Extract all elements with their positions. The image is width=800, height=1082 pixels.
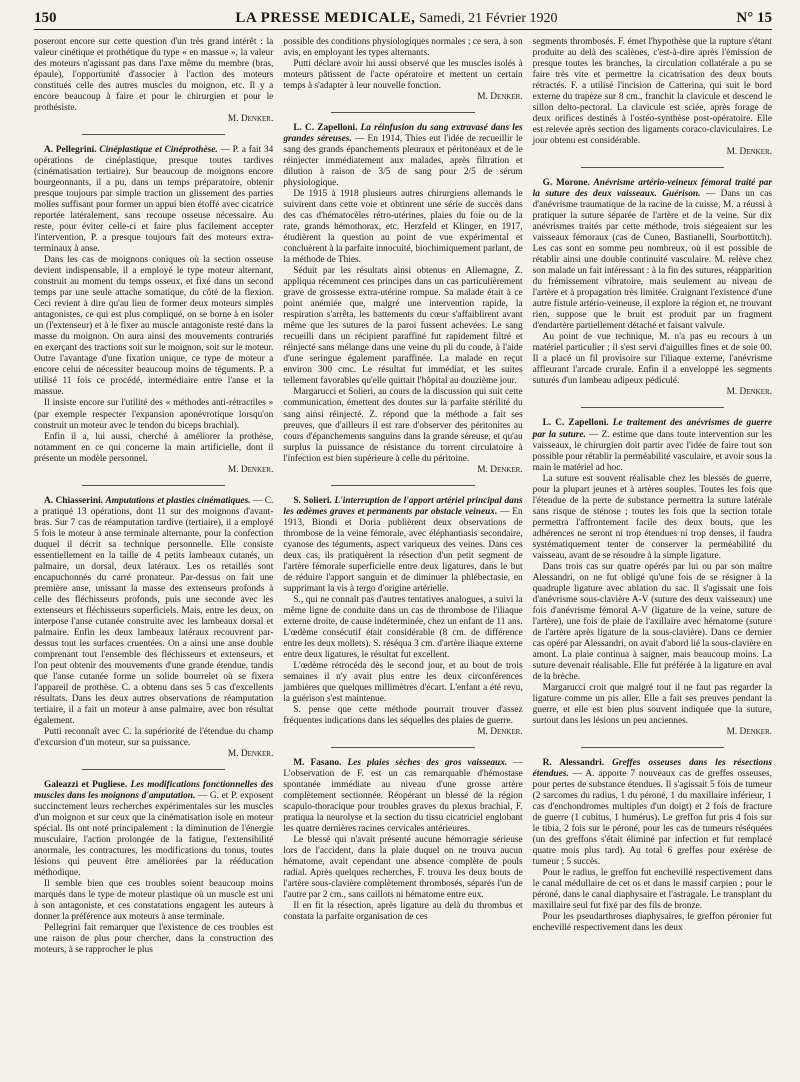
article-signature: M. Denker.: [477, 726, 523, 737]
article-divider: [581, 167, 725, 168]
article-lead: [283, 758, 522, 835]
article-paragraph: Il en fit la résection, après ligature au delà du thrombus et constata la parfaite organisation de ces: [283, 901, 523, 923]
article-paragraph: Il semble bien que ces troubles soient beaucoup moins marqués dans le type de moteur plastique où un muscle est uni à son antagoniste, et ces constatations engagent les auteurs à donner la préférence aux moteurs à anse terminale.: [34, 879, 274, 923]
article-lead: [34, 496, 273, 727]
column-1: [34, 37, 273, 1077]
article-divider: [82, 769, 226, 770]
article-paragraph: Margarucci croit que malgré tout il ne faut pas regarder la ligature comme un pis aller. Elle a fait ses preuves pendant la guerre, et elle est bien plus souvent indiquée que la suture, surtout dans les lésions un peu anciennes.: [532, 682, 772, 726]
article-paragraph: Margarucci et Solieri, au cours de la discussion qui suit cette communication, émettent des doutes sur la parfaite stérilité du sang ainsi réinjecté. Z. répond que la méthode a fait ses preuves, que d'ailleurs il est rare d'observer des péritonites au cours d'épanchements sanguins dans la grande séreuse, et qu'au surplus la puissance de résistance du torrent circulatoire à l'infection est bien supérieure à celle du péritoine.: [283, 387, 523, 464]
journal-title: LA PRESSE MEDICALE,: [235, 10, 416, 26]
article: [533, 758, 772, 934]
article-signature: M. Denker.: [726, 387, 772, 398]
article-paragraph: Pellegrini fait remarquer que l'existence de ces troubles est une raison de plus pour chercher, dans la construction des moteurs, à se rapprocher le plus: [34, 923, 274, 956]
article-divider: [331, 112, 475, 113]
article-paragraph: S. pense que cette méthode pourrait trouver d'assez fréquentes indications dans les séquelles des plaies de guerre.: [283, 704, 523, 726]
article-paragraph: possible des conditions physiologiques normales ; ce sera, à son avis, en employant les types alternants.: [283, 37, 523, 59]
article-lead-text: — P. a fait 34 opérations de cinéplastique, presque toutes tardives (cinématisation tertiaire). Sur beaucoup de moignons encore bourgeonnants, il a pu, dans un temps préparatoire, obtenir presque toujours par simple traction un glissement des parties molles suffisant pour former un appui bien étoffé avec cicatrice reportée latéralement, sans recoupe osseuse nécessaire. Au reste, pour éviter celle-ci et faire plus facilement accepter l'intervention, P. a presque toujours fait des moteurs extra-terminaux à anse.: [34, 145, 274, 255]
article-divider: [581, 747, 725, 748]
article-title: Cinéplastique et Cinéprothèse.: [99, 145, 218, 156]
article: [283, 37, 522, 103]
article-title: Anévrisme artério-veineux fémoral traité par la suture des deux vaisseaux. Guérison.: [532, 178, 772, 200]
article-signature: M. Denker.: [227, 464, 274, 475]
article-author: S. Solieri.: [293, 495, 332, 506]
article-paragraph: La suture est souvent réalisable chez les blessés de guerre, pour la plupart jeunes et à artères souples. Toutes les fois que l'étendue de la perte de substance permettra la suture latérale sans risque de sténose ; toutes les fois que la section totale permettra l'affrontement facile des deux bouts, que les adhérences ne seront ni trop étendues ni trop denses, il faudra systématiquement tenter de conserver la perméabilité du vaisseau, avant de se résoudre à la simple ligature.: [532, 473, 772, 561]
article-divider: [331, 485, 475, 486]
article-signature: M. Denker.: [227, 114, 274, 125]
article-paragraph: Pour les pseudarthroses diaphysaires, le greffon péronier fut enchevillé respectivement dans les deux: [532, 912, 772, 934]
article-author: A. Chiasserini.: [44, 495, 104, 506]
journal-heading: [235, 10, 557, 27]
article-paragraph: segments thrombosés. F. émet l'hypothèse que la rupture s'étant produite au delà des scalènes, c'est-à-dire après l'émission de presque toutes les branches, la circulation collatérale a pu se faire très vite et permettre la cicatrisation des deux bouts rétractés. F. a utilisé l'incision de Catterina, qui suit le bord externe du trapèze sur 8 cm., franchit la clavicule et descend le sillon delto-pectoral. La clavicule est sciée, après forage de deux orifices destinés à l'ostéo-synthèse post-opératoire. Elle est relevée après section des ligaments coraco-claviculaires. Le jour obtenu est considérable.: [532, 37, 772, 147]
article-lead-text: — En 1913, Biondi et Doria publièrent deux observations de thrombose de la veine fémorale, avec éléphantiasis secondaire, cyanose des téguments, aspect variqueux des veines. Dans ces deux cas, ils pratiquèrent la résection d'un petit segment de l'artère fémorale superficielle entre deux ligatures, dans le but de réduire l'apport sanguin et de diminuer la phlébectasie, en supprimant la vis à tergo d'origine artérielle.: [283, 506, 523, 594]
article-divider: [82, 485, 226, 486]
article-lead-text: — C. a pratiqué 13 opérations, dont 11 sur des moignons d'avant-bras. Sur 7 cas de réamputation tardive (tertiaire), il a employé 5 fois le moteur à anse terminale alternante, pour la confection duquel il décrit sa technique personnelle. Elle consiste essentiellement en la taille de 4 petits lambeaux cutanés, un palmaire, un dorsal, deux latéraux. Les os retaillés sont encapuchonnés du carré pronateur. Par-dessus on fait une première anse, unissant la masse des extenseurs profonds à celle des fléchisseurs profonds, puis une seconde avec les extenseurs et fléchisseurs superficiels. Mais, entre les deux, on interpose l'anse cutanée construite avec les lambeaux dorsal et palmaire. Enfin les deux lambeaux latéraux recouvrent par-dessus tout les surfaces cruentées. On a ainsi une anse double comprenant tout l'ensemble des fléchisseurs et extenseurs, et l'on peut obtenir des mouvements d'une grande étendue, tandis que l'anse cutanée forme un solide bourrelet où se fixera l'appareil de prothèse. C. a obtenu dans ses 5 cas d'excellents résultats. Dans les deux autres observations de réamputation tertiaire, il a fait un moteur à anse palmaire, avec bon résultat également.: [34, 495, 274, 726]
column-2: [283, 37, 522, 1077]
article-lead: [533, 418, 772, 473]
article-paragraph: poseront encore sur cette question d'un très grand intérêt : la valeur cinétique et prothétique du type « en massue », la valeur des moteurs n'agissant pas dans l'axe même du membre (bras, épaule), l'opportunité d'associer à l'action des moteurs constitués celle des autres muscles du moignon, etc. Il y a encore beaucoup à faire et pour le chirurgien et pour le prothésiste.: [34, 37, 274, 114]
article-divider: [581, 407, 725, 408]
article: [283, 496, 522, 738]
article: [283, 123, 522, 476]
article-lead-text: — En 1914, Thies eut l'idée de recueillir le sang des grands épanchements pleuraux et péritonéaux et de le réinjecter immédiatement aux malades, après filtration et dilution à raison de 3/5 de sang pour 2/5 de sérum physiologique.: [283, 134, 523, 189]
article-lead-text: — G. et P. exposent succinctement leurs recherches expérimentales sur les muscles d'un moignon et sur ceux que la cinématisation isole en moteur spécial. Ils ont noté principalement : la diminution de l'énergie musculaire, l'action prolongée de la fatigue, l'extensibilité anormale, les contractures, les modifications du tonus, toutes lésions qui peuvent être améliorées par la rééducation méthodique.: [34, 790, 274, 879]
article-author: A. Pellegrini.: [44, 145, 97, 156]
article-paragraph: S., qui ne connaît pas d'autres tentatives analogues, a suivi la même ligne de conduite dans un cas de thrombose de l'iliaque externe droite, de cause indéterminée, chez un enfant de 11 ans. L'œdème consécutif était considérable (8 cm. de différence entre les deux mollets). S. réséqua 3 cm. d'artère iliaque externe entre deux ligatures, le résultat fut excellent.: [283, 594, 523, 660]
article-lead: [283, 123, 522, 189]
article: [533, 178, 772, 398]
article-paragraph: Putti déclare avoir lui aussi observé que les muscles isolés à moteurs pâtissent de l'acte opératoire et mettent un certain temps à s'adapter à leur nouvelle fonction.: [283, 59, 523, 92]
article: [533, 418, 772, 737]
page-header: [34, 0, 772, 30]
article-title: Le traitement des anévrismes de guerre par la suture.: [532, 418, 772, 440]
article: [34, 145, 273, 475]
issue-date: Samedi, 21 Février 1920: [419, 11, 558, 26]
article-author: L. C. Zapelloni.: [542, 418, 609, 429]
article-author: Galeazzi et Pugliese.: [44, 779, 128, 790]
article-signature: M. Denker.: [227, 748, 274, 759]
column-3: [533, 37, 772, 1077]
article: [34, 37, 273, 125]
article-lead-text: — A. apporte 7 nouveaux cas de greffes osseuses, pour pertes de substance étendues. Il s'agissait 5 fois de tumeur (2 sarcomes du radius, 1 du péroné, 1 du maxillaire inférieur, 1 cas d'enchondromes multiples d'un doigt) et 2 fois de fracture de guerre (1 cubitus, 1 humérus). Le greffon fut pris 4 fois sur le tibia, 2 fois sur le péroné, pour les cas de tumeurs réséquées (un des greffons s'était éliminé par infection et fut remplacé quatre mois plus tard). Au total 6 greffes pour exérèse de tumeur ; 5 succès.: [532, 768, 772, 868]
article-lead: [34, 780, 273, 879]
article: [283, 758, 522, 923]
article-paragraph: L'œdème rétrocéda dès le second jour, et au bout de trois semaines il n'y avait plus entre les deux circonférences jambières que quelques millimètres d'écart. L'enfant a été revu, la guérison s'est maintenue.: [283, 660, 523, 704]
article-author: L. C. Zapelloni.: [293, 123, 358, 134]
article-title: Les plaies sèches des gros vaisseaux.: [347, 757, 508, 768]
article-title: Les modifications fonctionnelles des muscles dans les moignons d'amputation.: [34, 779, 274, 801]
article-divider: [331, 747, 475, 748]
article-lead: [533, 178, 772, 332]
article-lead: [533, 758, 772, 868]
article-author: M. Fasano.: [293, 757, 342, 768]
article: [34, 496, 273, 760]
article-lead: [283, 496, 522, 595]
article-lead-text: — Dans un cas d'anévrisme traumatique de la racine de la cuisse, M. a réussi à pratiquer la suture séparée de l'artère et de la veine. Sur dix anévrismes traités par cette méthode, trois siégeaient sur les vaisseaux fémoraux (cas de Cuneo, Bastianelli, Sourbottitch). Les cas sont en somme peu nombreux, où il est possible de rétablir ainsi une double continuité vasculaire. M. relève chez son malade un fait intéressant : à la fin des sutures, réapparition du frémissement vibratoire, mais seulement au niveau de l'artère et à propagation très limitée. Craignant l'existence d'une autre fistule artério-veineuse, il explore la région et, ne trouvant rien, suppose que le bruit est produit par un fragment d'endartère partiellement détaché et faisant valvule.: [532, 189, 772, 332]
issue-number: N° 15: [736, 10, 772, 26]
article-signature: M. Denker.: [726, 726, 772, 737]
article: [34, 780, 273, 956]
article: [533, 37, 772, 158]
page-number: 150: [34, 10, 57, 26]
article-paragraph: Enfin il a, lui aussi, cherché à améliorer la prothèse, notamment en ce qui concerne la main artificielle, dont il présente un modèle personnel.: [34, 431, 274, 464]
article-paragraph: De 1915 à 1918 plusieurs autres chirurgiens allemands le suivirent dans cette voie et obtinrent une série de succès dans des cas d'hématocèles rétro-utérines, plaies du foie ou de la rate, grands hémothorax, etc. Herzfeld et Klinger, en 1917, étudièrent la question au point de vue expérimental et concluèrent à la parfaite innocuité, biochimiquement parlant, de la méthode de Thies.: [283, 189, 523, 266]
text-columns: [34, 37, 772, 1077]
article-lead-text: — L'observation de F. est un cas remarquable d'hémostase spontanée immédiate au niveau d'une grosse artère complètement sectionnée. Réopérant un blessé de la région scapulo-thoracique pour troubles graves du plexus brachial, F. pratiqua la neurolyse et la section du tissu cicatriciel englobant les quatre dernières racines cervicales antérieures.: [283, 757, 523, 835]
article-lead: [34, 145, 273, 255]
article-title: L'interruption de l'apport artériel principal dans les œdèmes graves et permanents par obstacle veineux.: [283, 495, 523, 517]
article-divider: [82, 134, 226, 135]
article-paragraph: Il insiste encore sur l'utilité des « méthodes anti-rétractiles » (par exemple respecter l'expansion aponévrotique lorsqu'on construit un moteur avec le tendon du biceps brachial).: [34, 398, 274, 431]
article-lead-text: — Z. estime que dans toute intervention sur les vaisseaux, le chirurgien doit partir avec l'idée de faire tout son possible pour rétablir la perméabilité vasculaire, et avoir sous la main le matériel ad hoc.: [532, 429, 772, 473]
article-title: La réinfusion du sang extravasé dans les grandes séreuses.: [283, 123, 523, 145]
article-signature: M. Denker.: [477, 92, 523, 103]
article-signature: M. Denker.: [477, 464, 523, 475]
article-paragraph: Le blessé qui n'avait présenté aucune hémorragie sérieuse lors de l'accident, dans la plaie duquel on ne trouva aucun hématome, avait cependant une absence complète de pouls radial. Après quelques recherches, F. trouva les deux bouts de l'artère sous-clavière complètement thrombosés, séparés l'un de l'autre par 2 cm., sans caillots ni hématome entre eux.: [283, 835, 523, 901]
article-paragraph: Séduit par les résultats ainsi obtenus en Allemagne, Z. appliqua récemment ces principes dans un cas particulièrement grave de grossesse extra-utérine rompue. Sa malade était à ce point anémiée que, malgré une intervention rapide, la respiration s'arrêta, les battements du cœur s'affaiblirent avant même que les sutures de la paroi fussent achevées. Le sang recueilli dans un récipient paraffiné fut rapidement filtré et réinjecté sans mélange dans une veine du pli du coude, à l'aide d'une seringue également paraffinée. La malade en reçut environ 300 cmc. Le résultat fut immédiat, et les suites tellement favorables qu'elle quittait l'hôpital au douzième jour.: [283, 266, 523, 387]
article-author: G. Morone.: [542, 178, 590, 189]
article-paragraph: Putti reconnaît avec C. la supériorité de l'étendue du champ d'excursion d'un moteur, sur sa puissance.: [34, 726, 274, 748]
article-paragraph: Dans les cas de moignons coniques où la section osseuse devient indispensable, il a employé le type moteur alternant, construit au moment du temps osseux, et fixé dans un second temps par une seule attache somatique, du côté de la flexion. Ceci revient à dire qu'au lieu de former deux moteurs simples antagonistes, ce qui est plus compliqué, on se borne à en isoler un (l'extenseur) et à le fixer au muscle antagoniste resté dans la masse du moignon. On aura ainsi des mouvements contrariés en exerçant des tractions soit sur le moignon, soit sur le moteur. Outre l'avantage d'une fixation unique, ce type de moteur a encore celui de nécessiter beaucoup moins de téguments. P. a utilisé 11 fois ce procédé, intermédiaire entre l'anse et la massue.: [34, 255, 274, 398]
article-title: Amputations et plasties cinématiques.: [105, 495, 251, 506]
article-signature: M. Denker.: [726, 147, 772, 158]
article-title: Greffes osseuses dans les résections étendues.: [532, 757, 772, 779]
article-paragraph: Au point de vue technique, M. n'a pas eu recours à un matériel particulier ; il s'est servi d'aiguilles fines et de soie 00. Il a placé un fil provisoire sur l'iliaque externe, l'anévrisme affleurant l'arcade crurale. Enfin il a enveloppé les segments suturés d'un lambeau adipeux pédiculé.: [532, 332, 772, 387]
article-paragraph: Dans trois cas sur quatre opérés par lui ou par son maître Alessandri, on ne fut obligé qu'une fois de se résigner à la quadruple ligature avec ablation du sac. Il s'agissait une fois d'anévrisme sous-clavière A-V (suture des deux vaisseaux) une fois d'anévrisme fémoral A-V (ligature de la veine, suture de l'artère), une fois de plaie de l'axillaire avec hématome (suture de l'artère après ligature de la sous-clavière). Dans ce dernier cas opéré par Alessandri, on avait d'abord lié la sous-clavière en amont. La plaie continua à saigner, mais beaucoup moins. La suture devenait réalisable. Elle fut préférée à la ligature en aval de la brèche.: [532, 561, 772, 682]
article-author: R. Alessandri.: [542, 757, 605, 768]
article-paragraph: Pour le radius, le greffon fut enchevillé respectivement dans le canal médullaire de cet os et dans le massif carpien ; pour le péroné, dans le canal diaphysaire et l'astragale. Le transplant du maxillaire seul fut fixé par des fils de bronze.: [532, 868, 772, 912]
